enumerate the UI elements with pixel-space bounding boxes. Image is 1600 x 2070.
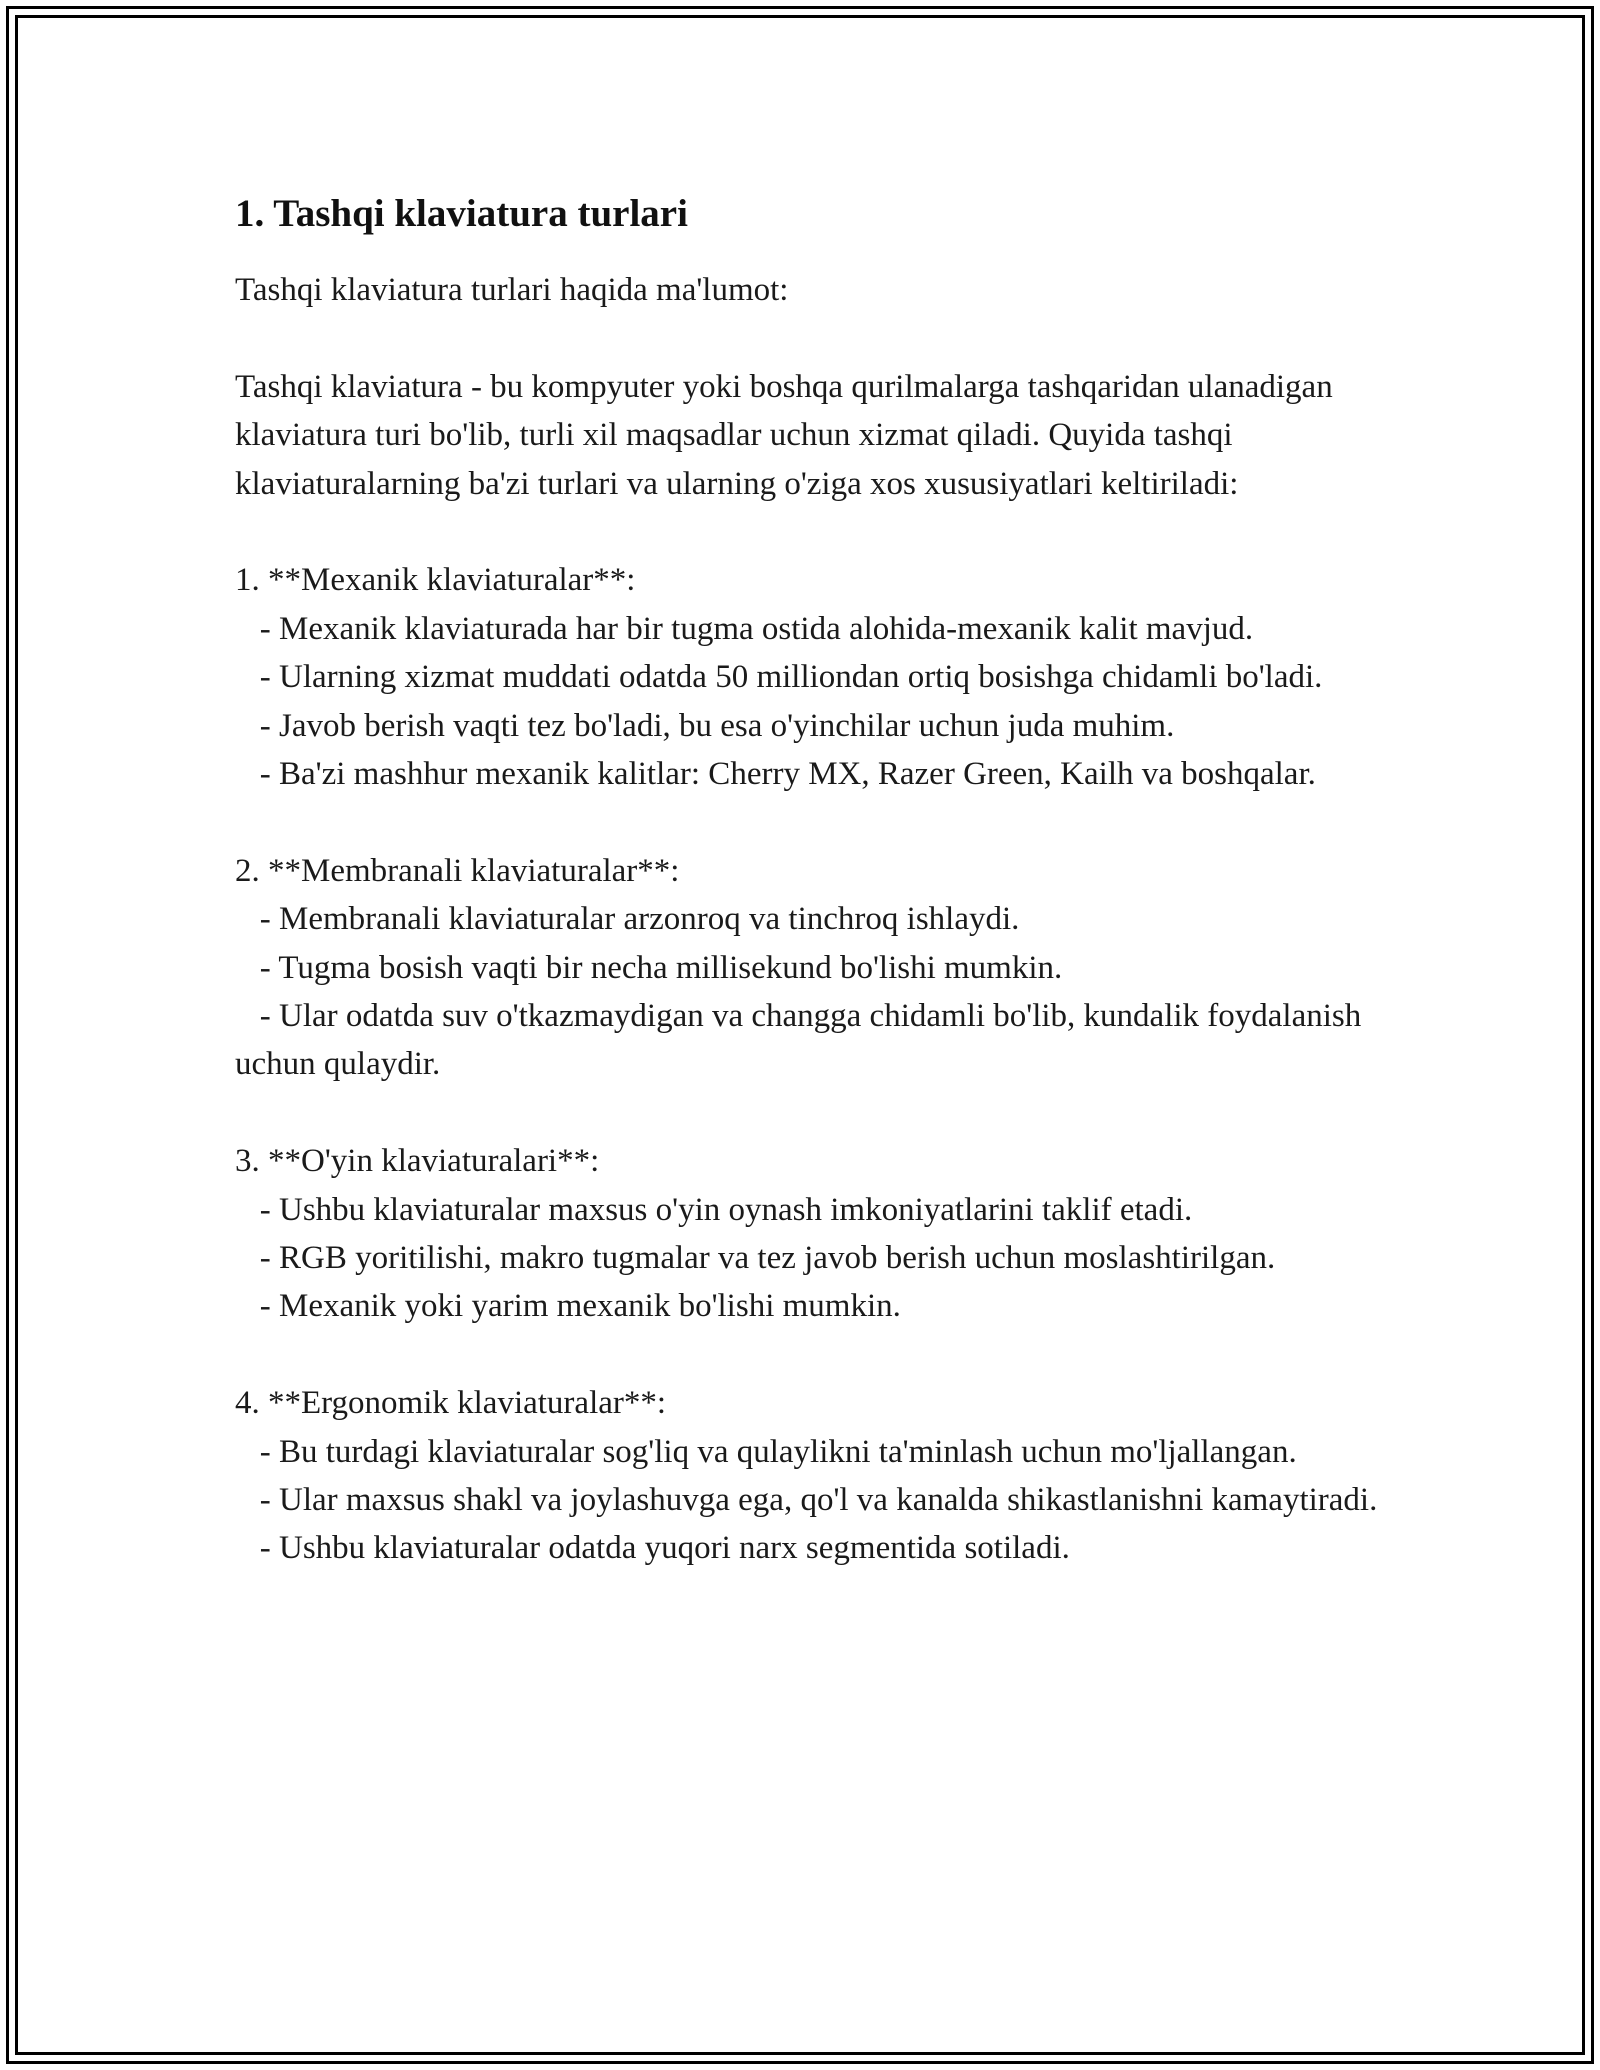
description-text: Tashqi klaviatura - bu kompyuter yoki boshqa qurilmalarga tashqaridan ulanadigan klaviatura turi bo'lib, turli xil maqsadlar uchun xizmat qiladi. Quyida tashqi klaviaturalarning ba'zi turlari va ularning o'ziga xos xususiyatlari keltiriladi: — [235, 368, 1341, 502]
spacer — [235, 798, 1385, 846]
page-title: 1. Tashqi klaviatura turlari — [235, 192, 688, 235]
list-item: - Bu turdagi klaviaturalar sog'liq va qulaylikni ta'minlash uchun mo'ljallangan. — [235, 1433, 1297, 1470]
list-item: - Tugma bosish vaqti bir necha millisekund bo'lishi mumkin. — [235, 949, 1063, 986]
section-title: 1. **Mexanik klaviaturalar**: — [235, 562, 636, 599]
document-body — [235, 186, 1385, 1573]
list-item: - Ular odatda suv o'tkazmaydigan va changga chidamli bo'lib, kundalik foydalanish uchun qulaydir. — [235, 998, 1370, 1083]
list-item: - RGB yoritilishi, makro tugmalar va tez javob berish uchun moslashtirilgan. — [235, 1240, 1276, 1277]
list-item: - Ushbu klaviaturalar maxsus o'yin oynash imkoniyatlarini taklif etadi. — [235, 1191, 1193, 1228]
section-title: 2. **Membranali klaviaturalar**: — [235, 852, 680, 889]
list-item: - Mexanik yoki yarim mexanik bo'lishi mumkin. — [235, 1288, 901, 1325]
section-membranali — [235, 847, 1385, 1089]
spacer — [235, 1331, 1385, 1379]
spacer — [235, 508, 1385, 556]
list-item: - Ba'zi mashhur mexanik kalitlar: Cherry MX, Razer Green, Kailh va boshqalar. — [235, 756, 1316, 793]
list-item: - Ular maxsus shakl va joylashuvga ega, qo'l va kanalda shikastlanishni kamaytiradi. — [235, 1482, 1378, 1519]
spacer — [235, 314, 1385, 362]
section-ergonomik — [235, 1379, 1385, 1573]
section-mexanik — [235, 556, 1385, 798]
list-item: - Membranali klaviaturalar arzonroq va tinchroq ishlaydi. — [235, 901, 1020, 938]
list-item: - Mexanik klaviaturada har bir tugma ostida alohida-mexanik kalit mavjud. — [235, 610, 1254, 647]
list-item: - Ushbu klaviaturalar odatda yuqori narx segmentida sotiladi. — [235, 1530, 1070, 1567]
intro-text: Tashqi klaviatura turlari haqida ma'lumot: — [235, 272, 789, 308]
section-oyin — [235, 1137, 1385, 1331]
list-item: - Ularning xizmat muddati odatda 50 milliondan ortiq bosishga chidamli bo'ladi. — [235, 659, 1323, 696]
spacer — [235, 1089, 1385, 1137]
section-title: 4. **Ergonomik klaviaturalar**: — [235, 1385, 667, 1422]
section-title: 3. **O'yin klaviaturalari**: — [235, 1143, 600, 1180]
list-item: - Javob berish vaqti tez bo'ladi, bu esa o'yinchilar uchun juda muhim. — [235, 707, 1175, 744]
